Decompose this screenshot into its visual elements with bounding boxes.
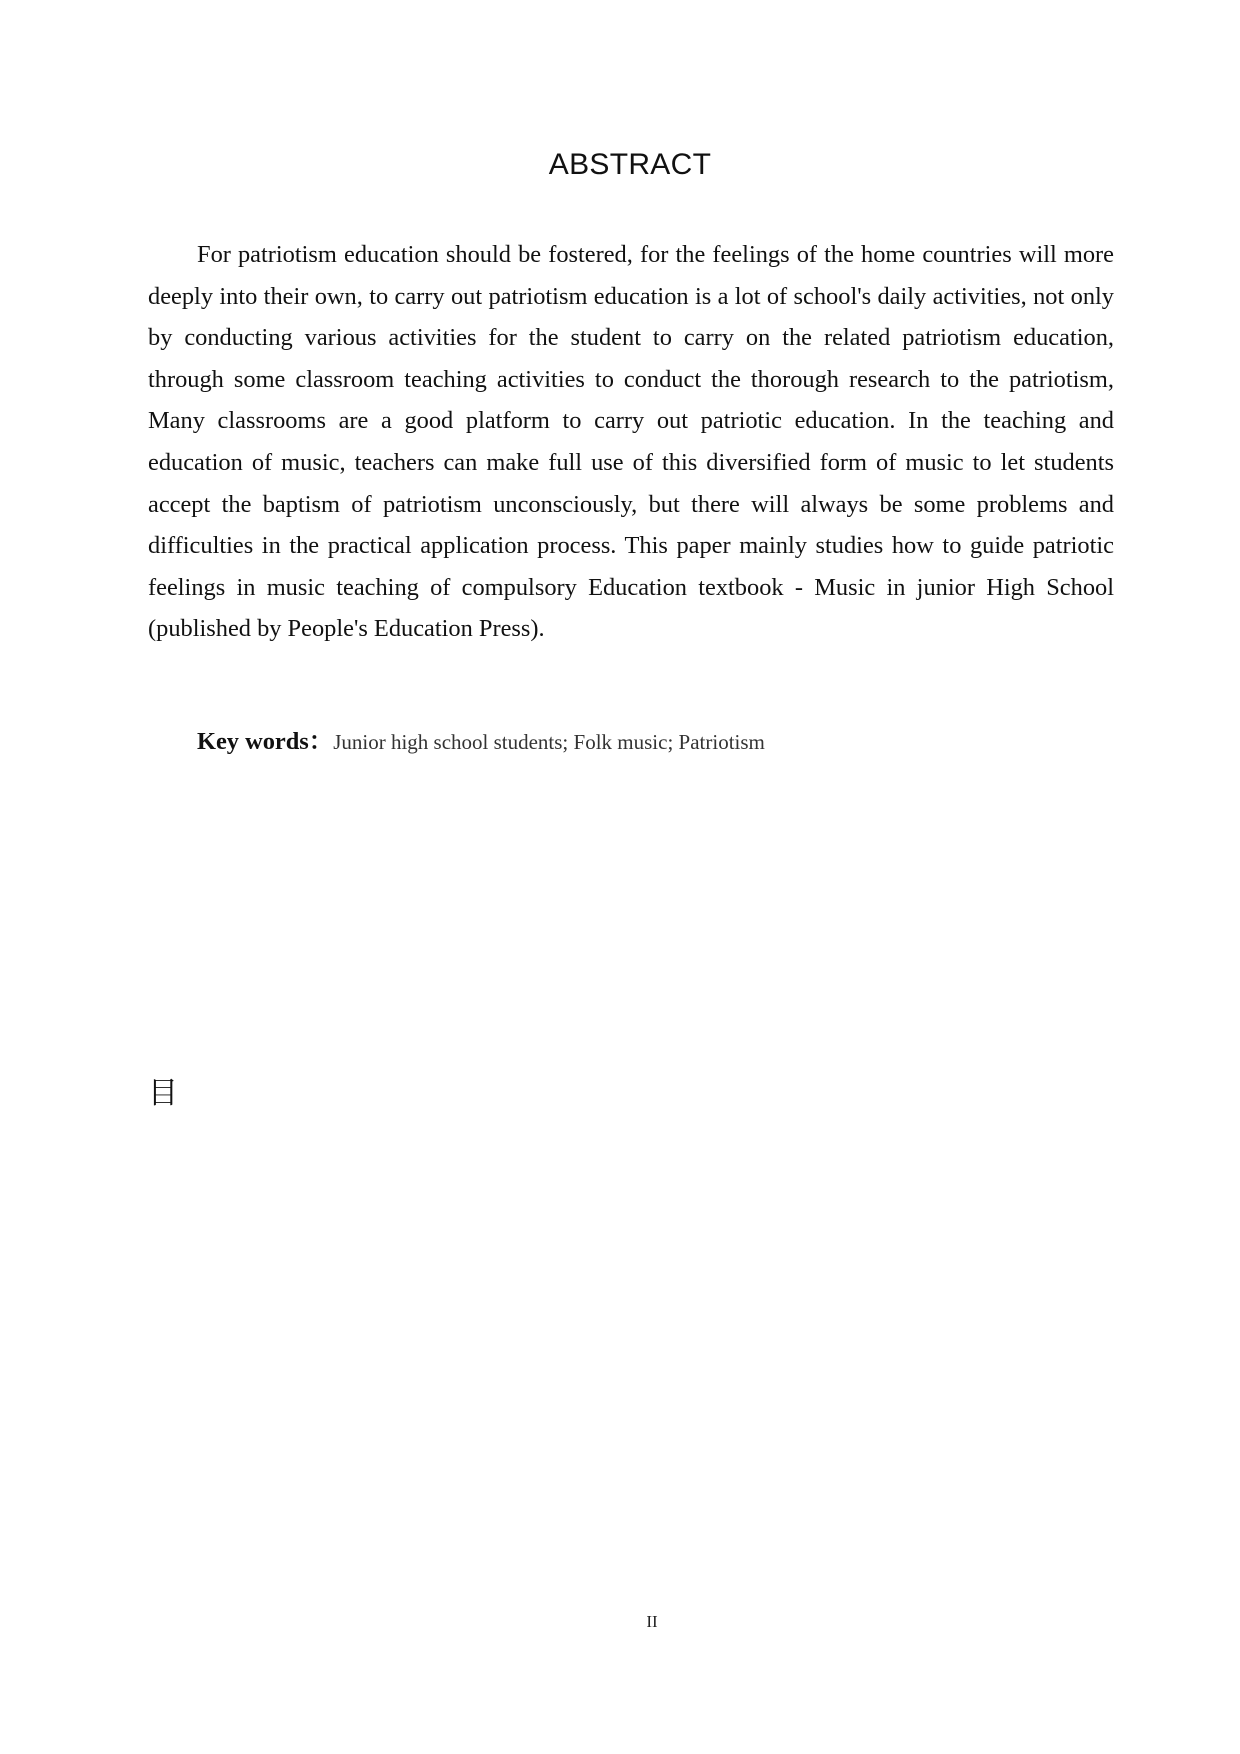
abstract-title: ABSTRACT [548, 148, 712, 181]
table-of-contents-heading: 目 [148, 1076, 178, 1111]
keywords-list: Junior high school students; Folk music; Patriotism [333, 730, 765, 754]
abstract-paragraph: For patriotism education should be fostered, for the feelings of the home countries will more deeply into their own, to carry out patriotism education is a lot of school's daily activities, not only by conducting various activities for the student to carry on the related patriotism education, through some classroom teaching activities to conduct the thorough research to the patriotism, Many classrooms are a good platform to carry out patriotic education. In the teaching and education of music, teachers can make full use of this diversified form of music to let students accept the baptism of patriotism unconsciously, but there will always be some problems and difficulties in the practical application process. This paper mainly studies how to guide patriotic feelings in music teaching of compulsory Education textbook - Music in junior High School (published by People's Education Press). [148, 241, 1114, 643]
page-number: II [646, 1612, 658, 1631]
keywords-line [197, 721, 765, 756]
keywords-label: Key words： [197, 728, 334, 755]
